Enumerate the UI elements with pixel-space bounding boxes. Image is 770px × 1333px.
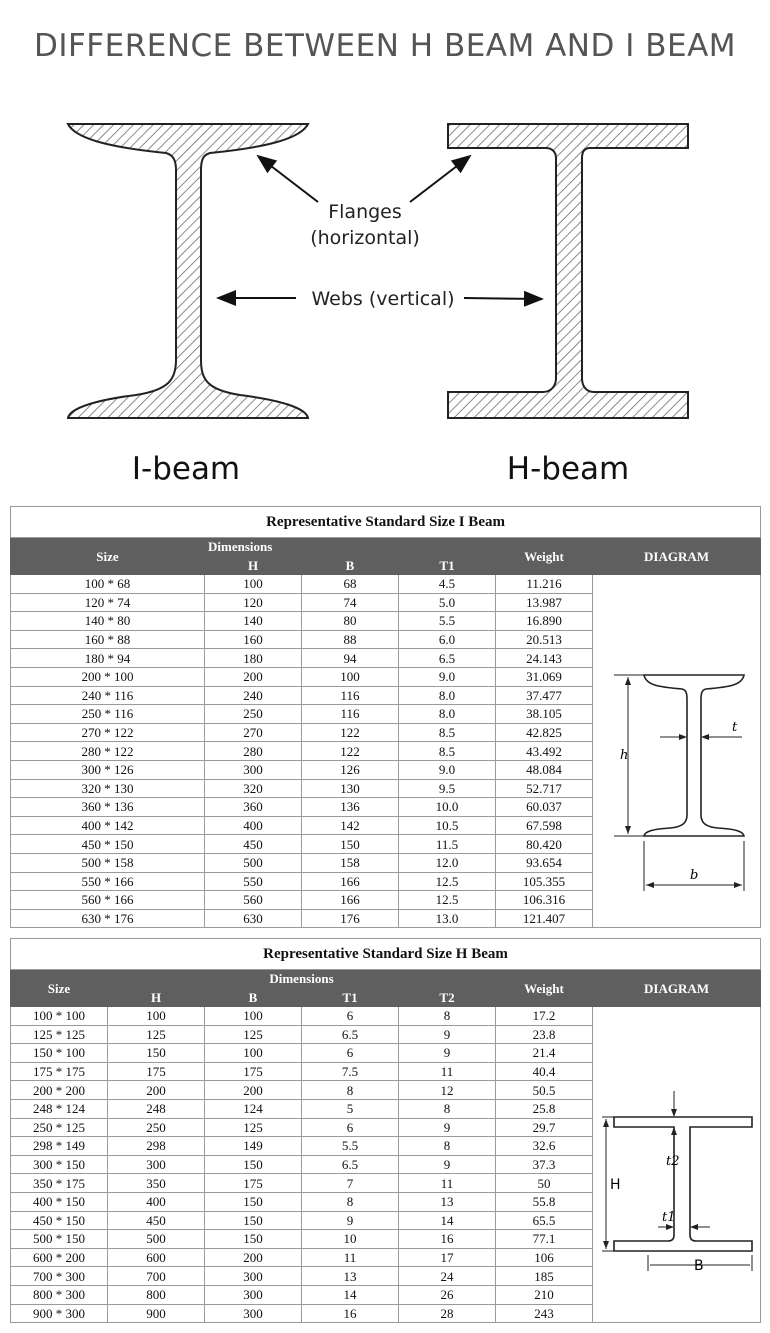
col-weight: Weight: [496, 538, 593, 575]
table-cell: 121.407: [496, 909, 593, 928]
i-beam-dimension-diagram: [602, 629, 752, 884]
diagram-label-h: h: [619, 748, 628, 764]
table-cell: 43.492: [496, 742, 593, 761]
table-cell: 50.5: [496, 1081, 593, 1100]
table-cell: 8.5: [399, 723, 496, 742]
h-beam-table-body: [11, 1007, 761, 1323]
table-cell: 320 * 130: [11, 779, 205, 798]
table-cell: 630 * 176: [11, 909, 205, 928]
table-cell: 6: [302, 1007, 399, 1026]
table-cell: 550: [205, 872, 302, 891]
table-cell: 140: [205, 612, 302, 631]
table-cell: 26: [399, 1285, 496, 1304]
table-cell: 8: [302, 1192, 399, 1211]
table-cell: 6: [302, 1118, 399, 1137]
table-cell: 160 * 88: [11, 630, 205, 649]
table-cell: 52.717: [496, 779, 593, 798]
table-cell: 243: [496, 1304, 593, 1323]
diagram-label-t: t: [731, 720, 737, 736]
table-cell: 150 * 100: [11, 1044, 108, 1063]
table-cell: 122: [302, 723, 399, 742]
table-cell: 125: [205, 1118, 302, 1137]
table-cell: 150: [205, 1211, 302, 1230]
table-cell: 100: [108, 1007, 205, 1026]
table-cell: 600: [108, 1248, 205, 1267]
table-cell: 11: [399, 1062, 496, 1081]
table-cell: 280 * 122: [11, 742, 205, 761]
table-cell: 55.8: [496, 1192, 593, 1211]
table-cell: 80: [302, 612, 399, 631]
table-cell: 360 * 136: [11, 798, 205, 817]
table-cell: 116: [302, 705, 399, 724]
table-cell: 23.8: [496, 1025, 593, 1044]
table-cell: 270: [205, 723, 302, 742]
table-cell: 9: [399, 1118, 496, 1137]
table-cell: 150: [302, 835, 399, 854]
table-cell: 176: [302, 909, 399, 928]
table-cell: 150: [108, 1044, 205, 1063]
table-cell: 200 * 200: [11, 1081, 108, 1100]
table-row: [11, 1007, 761, 1026]
table-cell: 16.890: [496, 612, 593, 631]
table-cell: 14: [302, 1285, 399, 1304]
table-cell: 6.5: [399, 649, 496, 668]
table-cell: 280: [205, 742, 302, 761]
table-cell: 74: [302, 593, 399, 612]
table-cell: 120: [205, 593, 302, 612]
table-cell: 175: [205, 1174, 302, 1193]
table-row: [11, 575, 761, 594]
table-cell: 11.216: [496, 575, 593, 594]
table-cell: 350 * 175: [11, 1174, 108, 1193]
table-cell: 298 * 149: [11, 1137, 108, 1156]
col-b: B: [205, 989, 302, 1007]
i-beam-table-body: [11, 575, 761, 928]
table-cell: 8: [399, 1137, 496, 1156]
table-cell: 175: [205, 1062, 302, 1081]
table-cell: 68: [302, 575, 399, 594]
table-cell: 630: [205, 909, 302, 928]
table-cell: 248 * 124: [11, 1099, 108, 1118]
table-cell: 800: [108, 1285, 205, 1304]
table-cell: 100: [302, 667, 399, 686]
table-cell: 100: [205, 1044, 302, 1063]
col-weight: Weight: [496, 970, 593, 1007]
web-arrow-right: [464, 298, 542, 299]
table-cell: 13: [302, 1267, 399, 1286]
table-cell: 700 * 300: [11, 1267, 108, 1286]
table-cell: 150: [205, 1230, 302, 1249]
table-cell: 200: [205, 1248, 302, 1267]
table-cell: 600 * 200: [11, 1248, 108, 1267]
table-cell: 16: [302, 1304, 399, 1323]
table-cell: 140 * 80: [11, 612, 205, 631]
table-cell: 38.105: [496, 705, 593, 724]
table-cell: 300: [108, 1155, 205, 1174]
table-cell: 250 * 125: [11, 1118, 108, 1137]
table-cell: 360: [205, 798, 302, 817]
table-cell: 300: [205, 760, 302, 779]
table-cell: 150: [205, 1192, 302, 1211]
table-cell: 166: [302, 891, 399, 910]
table-cell: 94: [302, 649, 399, 668]
table-cell: 12: [399, 1081, 496, 1100]
table-cell: 700: [108, 1267, 205, 1286]
table-cell: 8: [302, 1081, 399, 1100]
table-cell: 142: [302, 816, 399, 835]
h-beam-table-container: [10, 938, 760, 1323]
table-cell: 80.420: [496, 835, 593, 854]
table-cell: 300: [205, 1285, 302, 1304]
table-cell: 250: [108, 1118, 205, 1137]
table-cell: 248: [108, 1099, 205, 1118]
table-cell: 126: [302, 760, 399, 779]
col-t1: T1: [302, 989, 399, 1007]
table-cell: 20.513: [496, 630, 593, 649]
table-cell: 100: [205, 575, 302, 594]
table-cell: 32.6: [496, 1137, 593, 1156]
table-cell: 17.2: [496, 1007, 593, 1026]
table-cell: 125: [108, 1025, 205, 1044]
table-cell: 500: [205, 853, 302, 872]
table-cell: 180: [205, 649, 302, 668]
diagram-label-b: b: [689, 868, 698, 884]
table-cell: 250: [205, 705, 302, 724]
col-diagram: DIAGRAM: [593, 538, 761, 575]
table-cell: 5: [302, 1099, 399, 1118]
table-cell: 88: [302, 630, 399, 649]
h-beam-label: H-beam: [506, 451, 630, 487]
page-title: DIFFERENCE BETWEEN H BEAM AND I BEAM: [33, 28, 737, 64]
table-cell: 11: [399, 1174, 496, 1193]
i-beam-shape: [68, 124, 308, 418]
i-beam-table-container: [10, 506, 760, 928]
table-cell: 9: [399, 1155, 496, 1174]
table-cell: 150: [205, 1155, 302, 1174]
table-cell: 8: [399, 1099, 496, 1118]
table-cell: 250 * 116: [11, 705, 205, 724]
table-cell: 500 * 150: [11, 1230, 108, 1249]
table-cell: 13.987: [496, 593, 593, 612]
diagram-label-b: B: [693, 1257, 704, 1274]
table-cell: 450: [205, 835, 302, 854]
table-cell: 37.3: [496, 1155, 593, 1174]
diagram-label-h: H: [609, 1176, 621, 1193]
table-cell: 400 * 142: [11, 816, 205, 835]
table-cell: 7.5: [302, 1062, 399, 1081]
table-cell: 6.5: [302, 1155, 399, 1174]
table-cell: 25.8: [496, 1099, 593, 1118]
table-cell: 37.477: [496, 686, 593, 705]
diagram-label-t2: t2: [665, 1153, 680, 1169]
table-cell: 28: [399, 1304, 496, 1323]
table-cell: 550 * 166: [11, 872, 205, 891]
table-cell: 6.5: [302, 1025, 399, 1044]
table-cell: 200: [205, 1081, 302, 1100]
table-cell: 166: [302, 872, 399, 891]
table-cell: 240 * 116: [11, 686, 205, 705]
table-cell: 13.0: [399, 909, 496, 928]
table-cell: 6: [302, 1044, 399, 1063]
table-cell: 24.143: [496, 649, 593, 668]
table-cell: 450: [108, 1211, 205, 1230]
table-cell: 136: [302, 798, 399, 817]
table-cell: 900: [108, 1304, 205, 1323]
col-dimensions: Dimensions: [205, 538, 399, 557]
table-cell: 8: [399, 1007, 496, 1026]
table-cell: 105.355: [496, 872, 593, 891]
table-cell: 149: [205, 1137, 302, 1156]
table-cell: 560 * 166: [11, 891, 205, 910]
table-cell: 300 * 150: [11, 1155, 108, 1174]
diagram-cell: [593, 1007, 761, 1323]
flange-arrow-right: [410, 156, 470, 202]
table-cell: 29.7: [496, 1118, 593, 1137]
beam-illustration: [0, 0, 770, 495]
table-cell: 12.5: [399, 891, 496, 910]
table-cell: 60.037: [496, 798, 593, 817]
table-cell: 8.0: [399, 686, 496, 705]
col-b: B: [302, 557, 399, 575]
flange-arrow-left: [258, 156, 318, 202]
col-t1: T1: [399, 557, 496, 575]
table-cell: 4.5: [399, 575, 496, 594]
table-cell: 106: [496, 1248, 593, 1267]
h-beam-table-title: Representative Standard Size H Beam: [11, 939, 761, 970]
table-cell: 116: [302, 686, 399, 705]
i-beam-table: [10, 506, 761, 928]
table-cell: 11.5: [399, 835, 496, 854]
table-cell: 100 * 100: [11, 1007, 108, 1026]
table-cell: 9.5: [399, 779, 496, 798]
table-cell: 42.825: [496, 723, 593, 742]
table-cell: 13: [399, 1192, 496, 1211]
col-dimensions: Dimensions: [108, 970, 496, 989]
table-cell: 240: [205, 686, 302, 705]
h-beam-dimension-diagram: [602, 1053, 752, 1273]
table-cell: 9.0: [399, 667, 496, 686]
table-cell: 100 * 68: [11, 575, 205, 594]
table-cell: 400 * 150: [11, 1192, 108, 1211]
table-cell: 24: [399, 1267, 496, 1286]
h-beam-table: [10, 938, 761, 1323]
table-cell: 8.0: [399, 705, 496, 724]
table-cell: 320: [205, 779, 302, 798]
table-cell: 500: [108, 1230, 205, 1249]
table-cell: 350: [108, 1174, 205, 1193]
table-cell: 130: [302, 779, 399, 798]
table-cell: 175: [108, 1062, 205, 1081]
table-cell: 14: [399, 1211, 496, 1230]
table-cell: 10.0: [399, 798, 496, 817]
table-cell: 450 * 150: [11, 835, 205, 854]
table-cell: 77.1: [496, 1230, 593, 1249]
table-cell: 11: [302, 1248, 399, 1267]
table-cell: 125 * 125: [11, 1025, 108, 1044]
table-cell: 180 * 94: [11, 649, 205, 668]
table-cell: 7: [302, 1174, 399, 1193]
col-h: H: [108, 989, 205, 1007]
table-cell: 100: [205, 1007, 302, 1026]
col-h: H: [205, 557, 302, 575]
table-cell: 16: [399, 1230, 496, 1249]
table-cell: 300: [205, 1304, 302, 1323]
table-cell: 900 * 300: [11, 1304, 108, 1323]
table-cell: 300: [205, 1267, 302, 1286]
table-cell: 65.5: [496, 1211, 593, 1230]
table-cell: 10.5: [399, 816, 496, 835]
table-cell: 124: [205, 1099, 302, 1118]
webs-label: Webs (vertical): [311, 288, 455, 310]
table-cell: 48.084: [496, 760, 593, 779]
table-cell: 8.5: [399, 742, 496, 761]
table-cell: 67.598: [496, 816, 593, 835]
table-cell: 5.5: [399, 612, 496, 631]
table-cell: 5.0: [399, 593, 496, 612]
table-cell: 93.654: [496, 853, 593, 872]
table-cell: 125: [205, 1025, 302, 1044]
table-cell: 560: [205, 891, 302, 910]
i-beam-label: I-beam: [131, 451, 241, 487]
table-cell: 9: [399, 1044, 496, 1063]
flanges-label: Flanges: [328, 201, 402, 223]
table-cell: 6.0: [399, 630, 496, 649]
table-cell: 298: [108, 1137, 205, 1156]
h-beam-shape: [448, 124, 688, 418]
table-cell: 9.0: [399, 760, 496, 779]
table-cell: 40.4: [496, 1062, 593, 1081]
table-cell: 10: [302, 1230, 399, 1249]
table-cell: 200 * 100: [11, 667, 205, 686]
table-cell: 185: [496, 1267, 593, 1286]
table-cell: 200: [205, 667, 302, 686]
table-cell: 450 * 150: [11, 1211, 108, 1230]
table-cell: 12.0: [399, 853, 496, 872]
table-cell: 9: [302, 1211, 399, 1230]
flanges-sub-label: (horizontal): [310, 227, 420, 249]
table-cell: 270 * 122: [11, 723, 205, 742]
table-cell: 120 * 74: [11, 593, 205, 612]
col-diagram: DIAGRAM: [593, 970, 761, 1007]
diagram-cell: [593, 575, 761, 928]
table-cell: 50: [496, 1174, 593, 1193]
table-cell: 160: [205, 630, 302, 649]
i-beam-table-title: Representative Standard Size I Beam: [11, 507, 761, 538]
col-size: Size: [11, 970, 108, 1007]
table-cell: 400: [205, 816, 302, 835]
table-cell: 500 * 158: [11, 853, 205, 872]
table-cell: 31.069: [496, 667, 593, 686]
table-cell: 175 * 175: [11, 1062, 108, 1081]
table-cell: 21.4: [496, 1044, 593, 1063]
table-cell: 122: [302, 742, 399, 761]
table-cell: 158: [302, 853, 399, 872]
table-cell: 200: [108, 1081, 205, 1100]
col-t2: T2: [399, 989, 496, 1007]
table-cell: 800 * 300: [11, 1285, 108, 1304]
table-cell: 12.5: [399, 872, 496, 891]
col-size: Size: [11, 538, 205, 575]
table-cell: 210: [496, 1285, 593, 1304]
table-cell: 106.316: [496, 891, 593, 910]
diagram-label-t1: t1: [661, 1209, 676, 1225]
table-cell: 400: [108, 1192, 205, 1211]
table-cell: 300 * 126: [11, 760, 205, 779]
table-cell: 17: [399, 1248, 496, 1267]
table-cell: 9: [399, 1025, 496, 1044]
table-cell: 5.5: [302, 1137, 399, 1156]
